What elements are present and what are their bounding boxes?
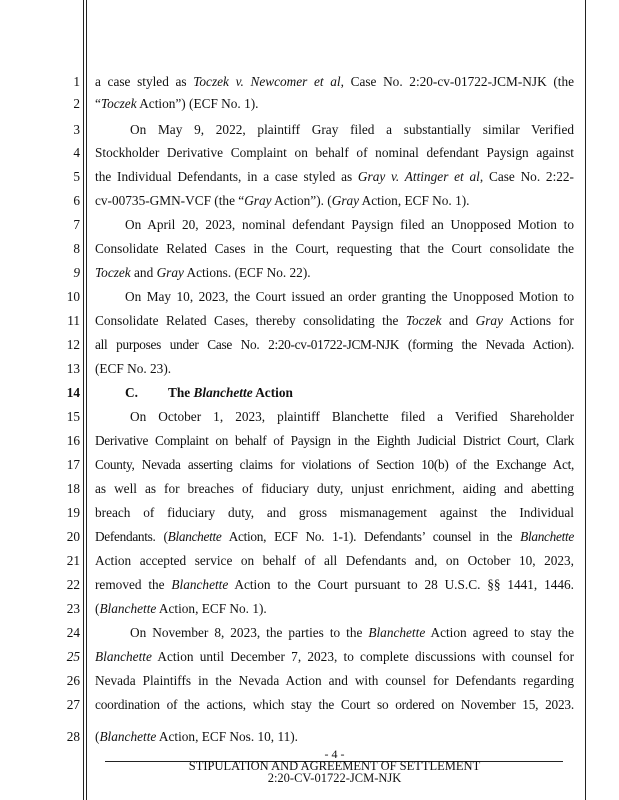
text-line: Derivative Complaint on behalf of Paysign in the Eighth Judicial District Court, Clark (95, 433, 574, 448)
line-number: 25 (66, 649, 80, 664)
text-line: (Blanchette Action, ECF No. 1). (95, 601, 267, 616)
text-line: “Toczek Action”) (ECF No. 1). (95, 96, 259, 111)
text-line: County, Nevada asserting claims for violations of Section 10(b) of the Exchange Act, (95, 457, 574, 472)
text-line: Consolidate Related Cases, thereby consolidating the Toczek and Gray Actions for (95, 313, 574, 328)
page-number: - 4 - (324, 747, 345, 761)
line-number: 28 (66, 729, 80, 744)
line-number: 16 (66, 433, 80, 448)
text-line: cv-00735-GMN-VCF (the “Gray Action”). (Gray Action, ECF No. 1). (95, 193, 470, 208)
footer-title: STIPULATION AND AGREEMENT OF SETTLEMENT (188, 759, 481, 773)
right-margin-rule (585, 0, 586, 800)
text-line: as well as for breaches of fiduciary duty, unjust enrichment, aiding and abetting (95, 481, 574, 496)
line-number: 14 (66, 385, 80, 400)
text-line: Toczek and Gray Actions. (ECF No. 22). (95, 265, 311, 280)
text-line: Defendants. (Blanchette Action, ECF No. 1-1). Defendants’ counsel in the Blanchette (95, 529, 574, 544)
text-line: On November 8, 2023, the parties to the Blanchette Action agreed to stay the (130, 625, 574, 640)
footer-case-number: 2:20-CV-01722-JCM-NJK (267, 771, 402, 785)
section-heading: C. The Blanchette Action (125, 385, 293, 400)
left-margin-rule-inner (86, 0, 87, 800)
text-line: all purposes under Case No. 2:20-cv-01722-JCM-NJK (forming the Nevada Action). (95, 337, 574, 352)
text-line: coordination of the actions, which stay the Court so ordered on November 15, 2023. (95, 697, 574, 712)
text-line: (Blanchette Action, ECF Nos. 10, 11). (95, 729, 299, 744)
text-line: Blanchette Action until December 7, 2023, to complete discussions with counsel for (95, 649, 574, 664)
line-number: 7 (73, 217, 80, 232)
text-line: On October 1, 2023, plaintiff Blanchette filed a Verified Shareholder (130, 409, 574, 424)
line-number: 22 (66, 577, 80, 592)
line-number: 15 (66, 409, 80, 424)
left-margin-rule-outer (83, 0, 84, 800)
line-number: 3 (73, 122, 80, 137)
line-number: 2 (73, 96, 80, 111)
line-number: 23 (66, 601, 80, 616)
text-line: breach of fiduciary duty, and gross mismanagement against the Individual (95, 505, 574, 520)
line-number: 19 (66, 505, 80, 520)
text-line: On May 9, 2022, plaintiff Gray filed a substantially similar Verified (130, 122, 574, 137)
line-number: 17 (66, 457, 80, 472)
line-number: 4 (73, 145, 80, 160)
text-line: a case styled as Toczek v. Newcomer et al, Case No. 2:20-cv-01722-JCM-NJK (the (95, 74, 575, 89)
line-number: 27 (66, 697, 80, 712)
line-number: 13 (66, 361, 80, 376)
line-number: 6 (73, 193, 80, 208)
line-number: 1 (73, 74, 80, 89)
text-line: Action accepted service on behalf of all Defendants and, on October 10, 2023, (95, 553, 574, 568)
line-number: 11 (67, 313, 80, 328)
line-number: 18 (66, 481, 80, 496)
line-number: 8 (73, 241, 80, 256)
text-line: (ECF No. 23). (95, 361, 172, 376)
text-line: removed the Blanchette Action to the Court pursuant to 28 U.S.C. §§ 1441, 1446. (95, 577, 574, 592)
line-number: 12 (66, 337, 80, 352)
line-number: 9 (73, 265, 80, 280)
line-number: 24 (66, 625, 80, 640)
text-line: On April 20, 2023, nominal defendant Paysign filed an Unopposed Motion to (125, 217, 574, 232)
text-line: the Individual Defendants, in a case styled as Gray v. Attinger et al, Case No. 2:22- (95, 169, 574, 184)
line-number: 10 (66, 289, 80, 304)
text-line: Nevada Plaintiffs in the Nevada Action and with counsel for Defendants regarding (95, 673, 574, 688)
line-number: 20 (66, 529, 80, 544)
text-line: Stockholder Derivative Complaint on behalf of nominal defendant Paysign against (95, 145, 574, 160)
line-number: 26 (66, 673, 80, 688)
text-line: On May 10, 2023, the Court issued an order granting the Unopposed Motion to (125, 289, 574, 304)
text-line: Consolidate Related Cases in the Court, requesting that the Court consolidate the (95, 241, 574, 256)
line-number: 21 (66, 553, 80, 568)
line-number: 5 (73, 169, 80, 184)
